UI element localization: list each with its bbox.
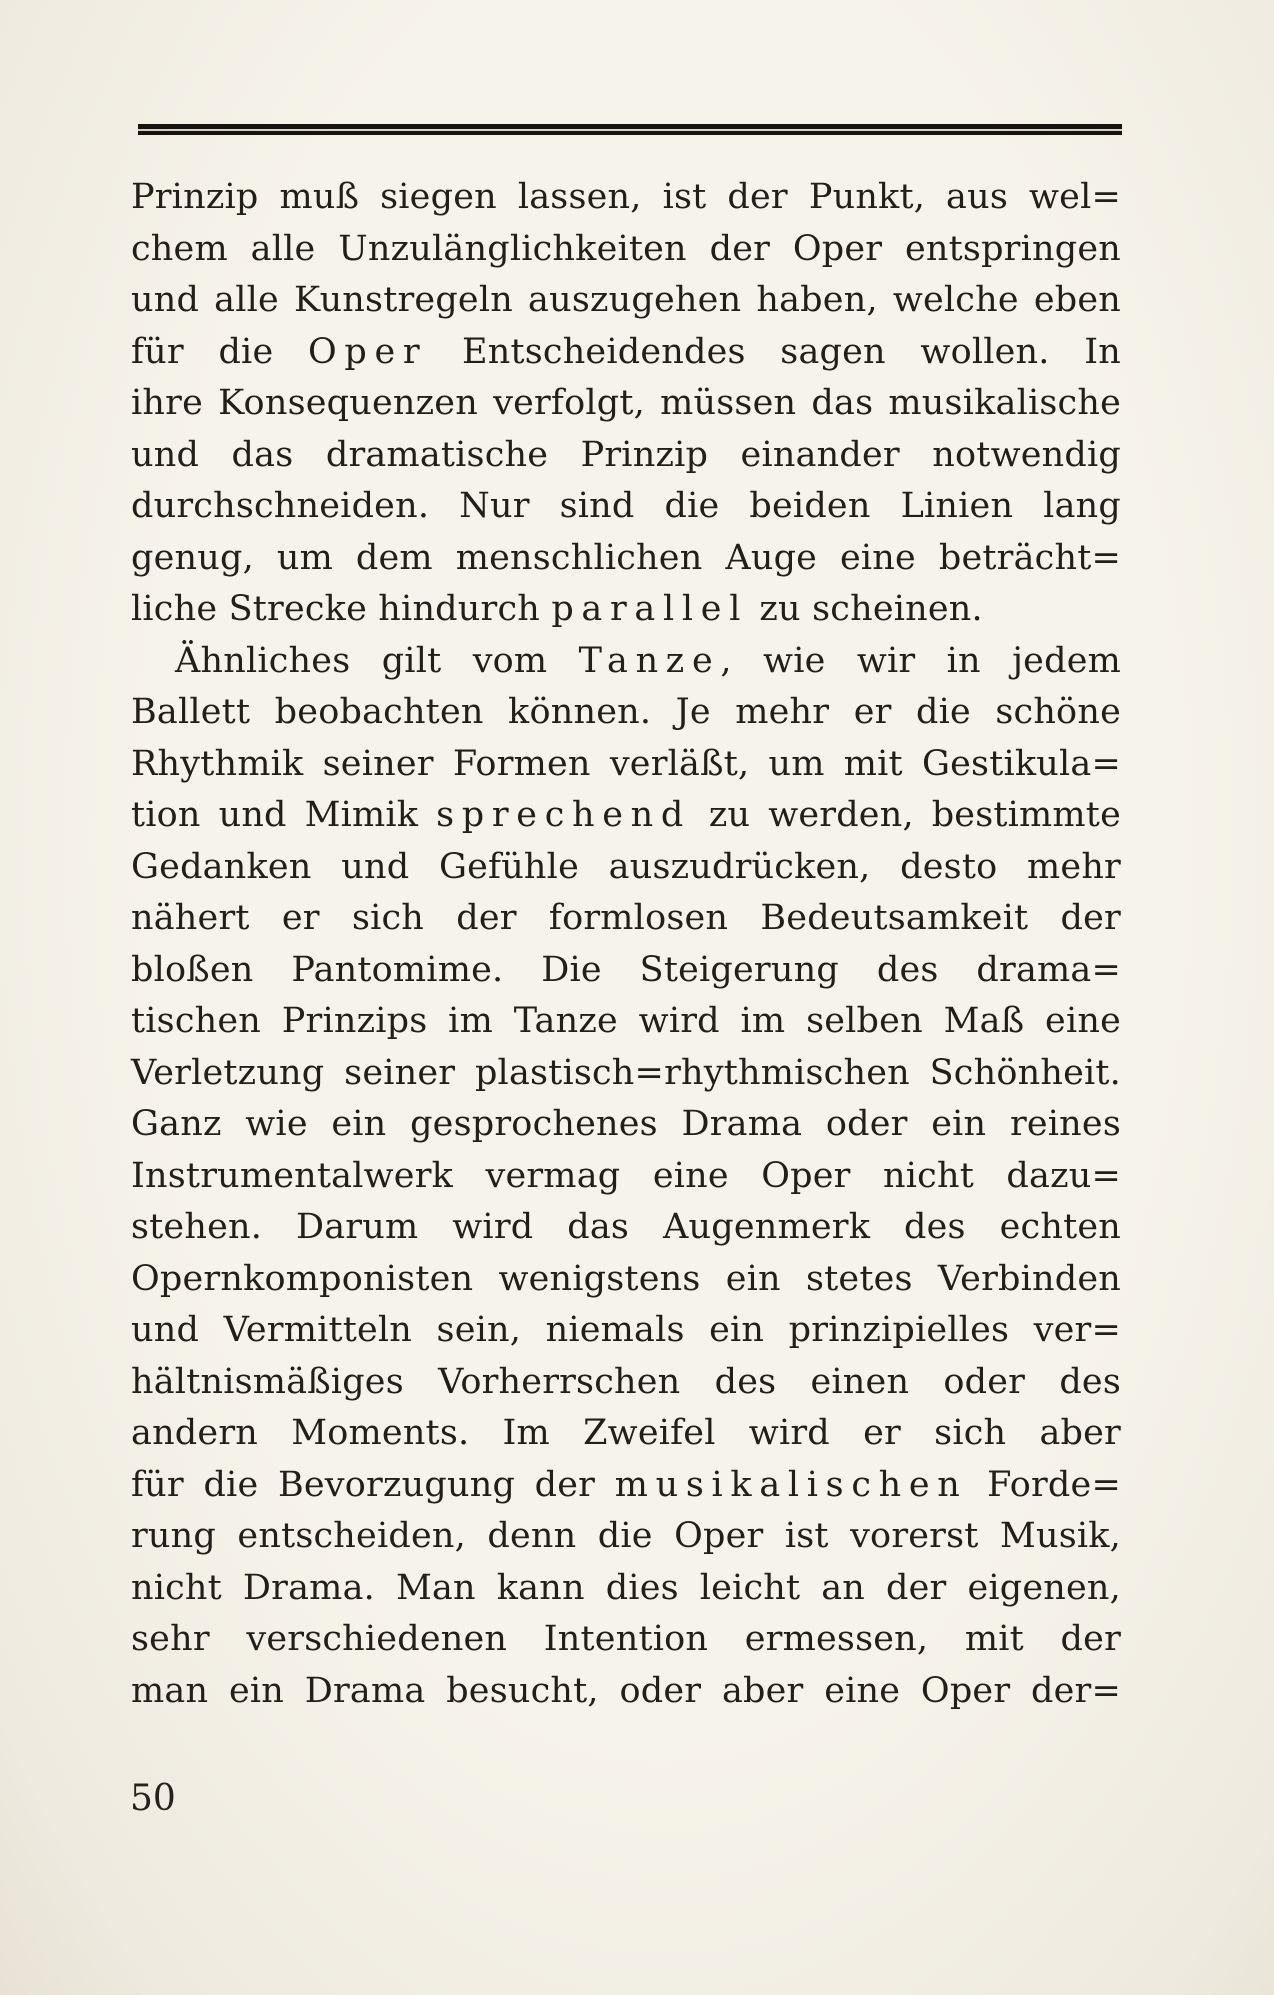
text-segment: andern Moments. Im Zweifel wird er sich aber: [131, 1413, 1121, 1453]
text-line: [131, 996, 1121, 1048]
letterspaced-text: parallel: [551, 589, 749, 629]
text-segment: Forde=: [967, 1464, 1121, 1505]
text-line: [131, 378, 1121, 430]
text-segment: chem alle Unzulänglichkeiten der Oper entspringen: [131, 228, 1121, 269]
text-segment: zu werden, bestimmte: [691, 795, 1121, 835]
header-rule: [138, 124, 1122, 135]
text-segment: genug, um dem menschlichen Auge eine beträcht=: [131, 537, 1121, 578]
text-segment: rung entscheiden, denn die Oper ist vorerst Musik,: [131, 1516, 1121, 1556]
text-segment: bloßen Pantomime. Die Steigerung des drama=: [131, 949, 1121, 990]
text-segment: zu scheinen.: [748, 589, 983, 629]
page-number: 50: [130, 1778, 176, 1819]
text-segment: und alle Kunstregeln auszugehen haben, welche eben: [131, 280, 1121, 320]
letterspaced-text: Oper: [308, 331, 428, 372]
text-line: [131, 893, 1121, 945]
text-line: [131, 1305, 1121, 1357]
text-line: [131, 1099, 1121, 1151]
text-segment: für die Bevorzugung der: [131, 1464, 615, 1505]
text-line: [131, 739, 1121, 791]
text-segment: Ähnliches gilt vom: [175, 640, 579, 681]
text-line: [131, 1357, 1121, 1409]
letterspaced-text: sprechend: [436, 795, 692, 835]
text-segment: Ganz wie ein gesprochenes Drama oder ein reines: [131, 1104, 1121, 1144]
text-line: [131, 224, 1121, 276]
text-segment: tischen Prinzips im Tanze wird im selben Maß eine: [131, 1001, 1121, 1041]
text-segment: und Vermitteln sein, niemals ein prinzipielles ver=: [131, 1310, 1121, 1350]
letterspaced-text: musikalischen: [614, 1464, 968, 1505]
text-line: [131, 275, 1121, 327]
text-segment: und das dramatische Prinzip einander notwendig: [131, 434, 1121, 475]
text-line: [131, 1666, 1121, 1718]
text-line: [131, 1151, 1121, 1203]
text-line: [131, 1460, 1121, 1512]
text-segment: Verletzung seiner plastisch=rhythmischen Schönheit.: [131, 1052, 1121, 1093]
text-segment: durchschneiden. Nur sind die beiden Linien lang: [131, 486, 1121, 526]
text-segment: Instrumentalwerk vermag eine Oper nicht dazu=: [131, 1155, 1121, 1196]
text-line: [131, 1048, 1121, 1100]
text-line: [131, 790, 1121, 842]
text-segment: für die: [131, 331, 308, 372]
text-line: [131, 584, 1121, 636]
text-line: [131, 1408, 1121, 1460]
text-segment: , wie wir in jedem: [720, 640, 1121, 681]
text-segment: Prinzip muß siegen lassen, ist der Punkt, aus wel=: [131, 177, 1121, 217]
text-segment: nähert er sich der formlosen Bedeutsamkeit der: [131, 898, 1121, 938]
text-line: [131, 636, 1121, 688]
text-line: [131, 687, 1121, 739]
text-segment: liche Strecke hindurch: [131, 589, 552, 629]
text-line: [131, 481, 1121, 533]
text-segment: Ballett beobachten können. Je mehr er die schöne: [131, 692, 1121, 732]
text-segment: ihre Konsequenzen verfolgt, müssen das musikalische: [131, 383, 1121, 423]
text-segment: Rhythmik seiner Formen verläßt, um mit Gestikula=: [131, 743, 1121, 784]
text-segment: stehen. Darum wird das Augenmerk des echten: [131, 1207, 1121, 1247]
text-segment: hältnismäßiges Vorherrschen des einen oder des: [131, 1361, 1121, 1402]
text-line: [131, 842, 1121, 894]
text-line: [131, 430, 1121, 482]
text-line: [131, 533, 1121, 585]
text-segment: Gedanken und Gefühle auszudrücken, desto mehr: [131, 846, 1121, 887]
text-line: [131, 1614, 1121, 1666]
text-line: [131, 1511, 1121, 1563]
letterspaced-text: Tanze: [578, 640, 721, 681]
text-line: [131, 327, 1121, 379]
text-segment: tion und Mimik: [131, 795, 437, 835]
text-segment: man ein Drama besucht, oder aber eine Oper der=: [131, 1670, 1121, 1711]
text-line: [131, 945, 1121, 997]
text-line: [131, 172, 1121, 224]
text-line: [131, 1254, 1121, 1306]
text-block: [131, 172, 1121, 1717]
text-segment: Entscheidendes sagen wollen. In: [427, 331, 1122, 372]
text-line: [131, 1202, 1121, 1254]
text-segment: Opernkomponisten wenigstens ein stetes Verbinden: [131, 1258, 1121, 1299]
text-line: [131, 1563, 1121, 1615]
text-segment: sehr verschiedenen Intention ermessen, mit der: [131, 1619, 1121, 1659]
text-segment: nicht Drama. Man kann dies leicht an der eigenen,: [131, 1567, 1121, 1608]
